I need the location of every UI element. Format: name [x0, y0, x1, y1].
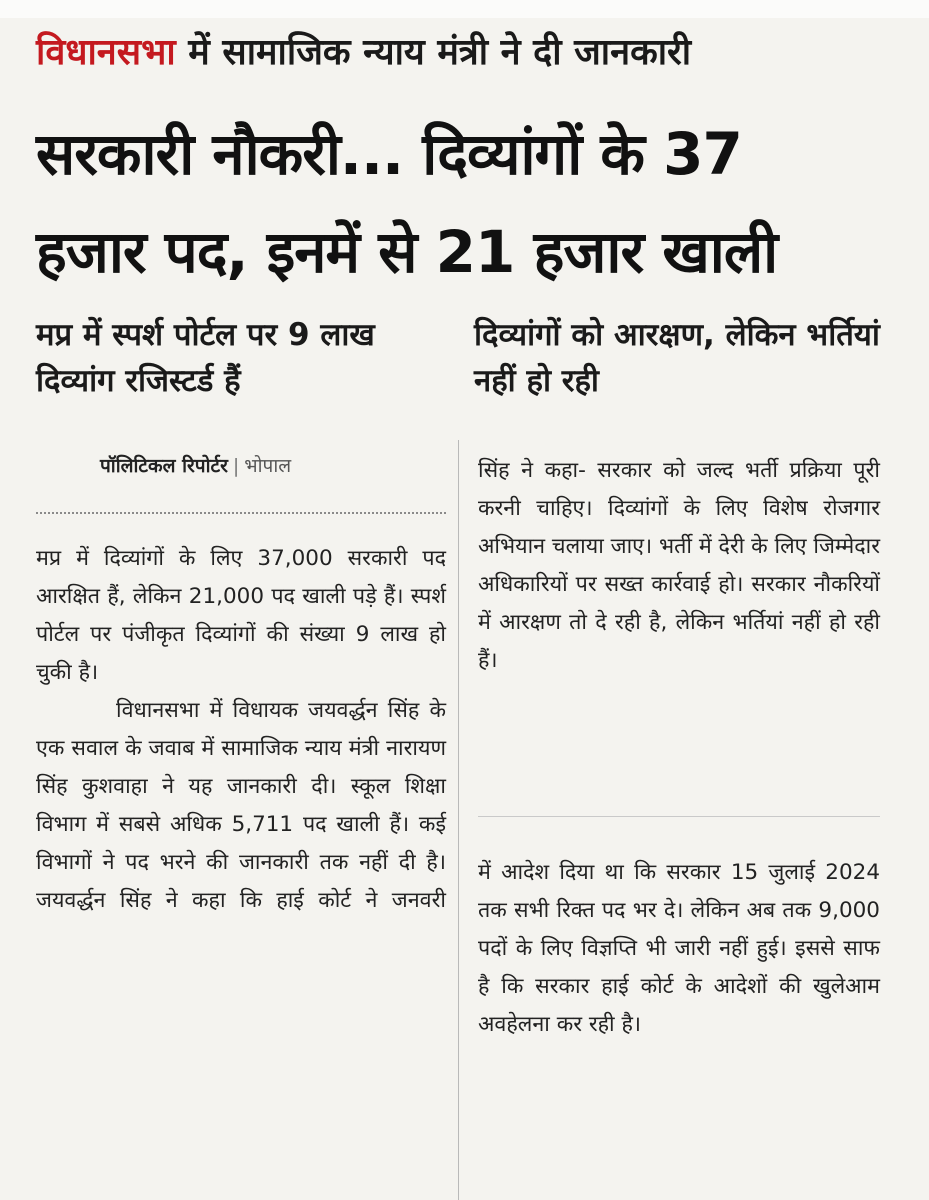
column-rule — [458, 440, 459, 1200]
byline — [100, 452, 291, 478]
subhead-right: दिव्यांगों को आरक्षण, लेकिन भर्तियां नहीं हो रही — [474, 317, 880, 399]
body-paragraph-4: में आदेश दिया था कि सरकार 15 जुलाई 2024 तक सभी रिक्त पद भर दे। लेकिन अब तक 9,000 पदों के लिए विज्ञप्ति भी जारी नहीं हुई। इससे साफ है कि सरकार हाई कोर्ट के आदेशों की खुलेआम अवहेलना कर रही है। — [478, 860, 880, 1037]
body-paragraph-3: सिंह ने कहा- सरकार को जल्द भर्ती प्रक्रिया पूरी करनी चाहिए। दिव्यांगों के लिए विशेष रोजगार अभियान चलाया जाए। भर्ती में देरी के लिए जिम्मेदार अधिकारियों पर सख्त कार्रवाई हो। सरकार नौकरियों में आरक्षण तो दे रही है, लेकिन भर्तियां नहीं हो रही हैं। — [478, 458, 880, 673]
body-column-1 — [36, 540, 446, 920]
body-paragraph-1: मप्र में दिव्यांगों के लिए 37,000 सरकारी पद आरक्षित हैं, लेकिन 21,000 पद खाली पड़े हैं। स्पर्श पोर्टल पर पंजीकृत दिव्यांगों की संख्या 9 लाख हो चुकी है। — [36, 546, 446, 685]
byline-city: भोपाल — [244, 455, 292, 477]
dotted-divider — [36, 512, 446, 514]
body-column-3 — [478, 854, 880, 1044]
body-column-2 — [478, 452, 880, 680]
body-paragraph-2: विधानसभा में विधायक जयवर्द्धन सिंह के एक सवाल के जवाब में सामाजिक न्याय मंत्री नारायण सिंह कुशवाहा ने यह जानकारी दी। स्कूल शिक्षा विभाग में सबसे अधिक 5,711 पद खाली हैं। कई विभागों ने पद भरने की जानकारी तक नहीं दी है। जयवर्द्धन सिंह ने कहा कि हाई कोर्ट ने जनवरी — [36, 698, 446, 913]
subhead-left: मप्र में स्पर्श पोर्टल पर 9 लाख दिव्यांग रजिस्टर्ड हैं — [36, 317, 375, 399]
section-line-text: में सामाजिक न्याय मंत्री ने दी जानकारी — [175, 32, 692, 73]
byline-reporter: पॉलिटिकल रिपोर्टर — [100, 455, 228, 477]
section-line — [36, 24, 906, 82]
column-divider — [478, 816, 880, 817]
headline-line-1: सरकारी नौकरी... दिव्यांगों के 37 — [36, 120, 742, 188]
top-margin — [0, 0, 929, 18]
headline-line-2: हजार पद, इनमें से 21 हजार खाली — [36, 218, 778, 286]
byline-separator: | — [232, 455, 240, 477]
section-kicker: विधानसभा — [36, 32, 176, 73]
